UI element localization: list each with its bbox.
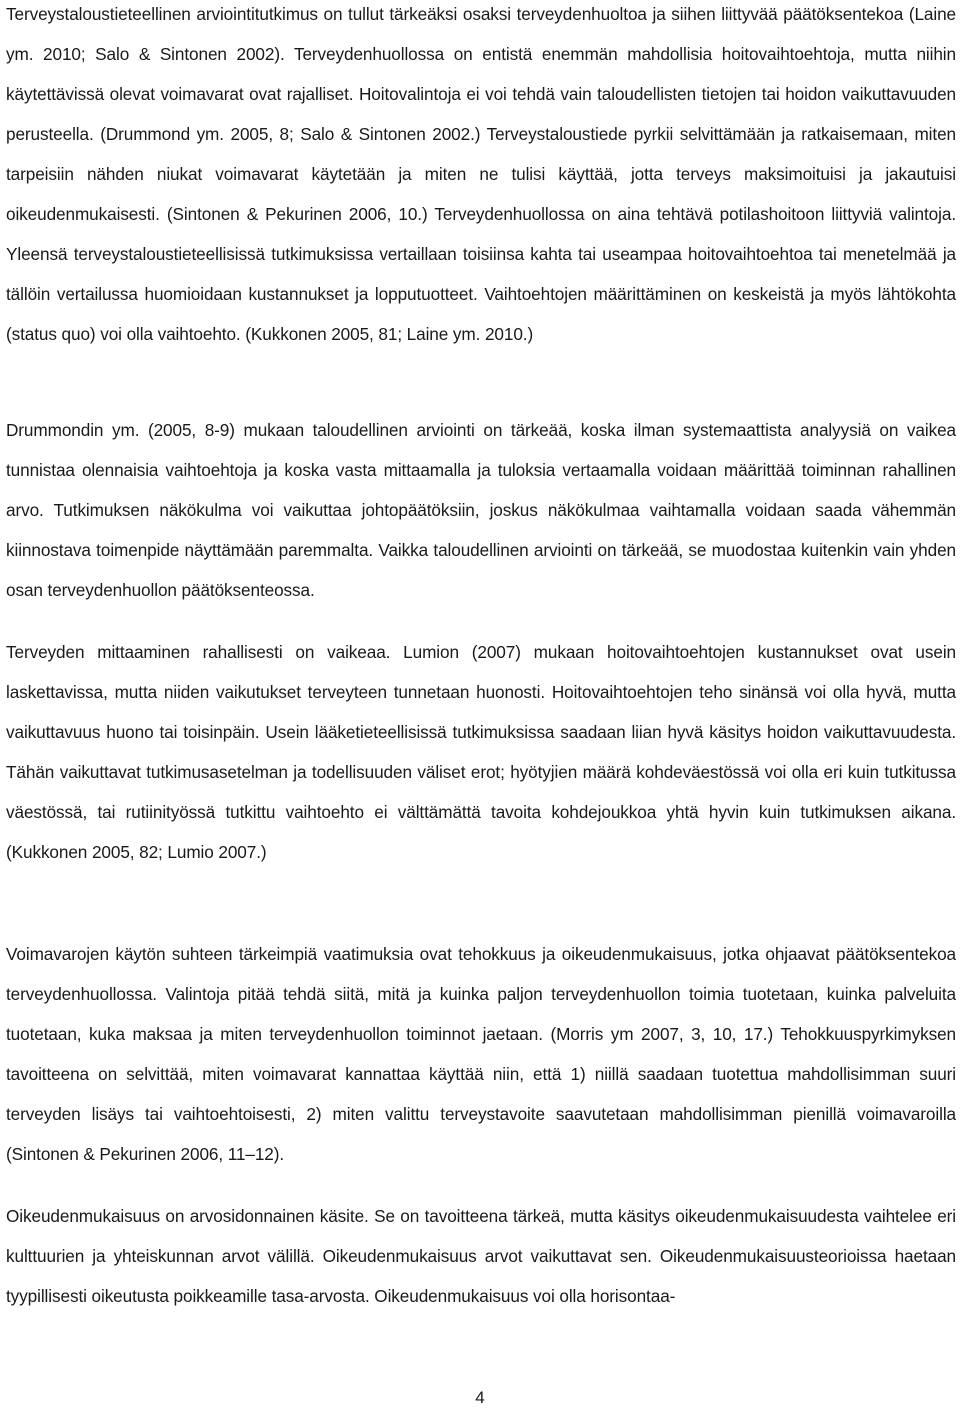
paragraph-measuring-health: Terveyden mittaaminen rahallisesti on vaikeaa. Lumion (2007) mukaan hoitovaihtoehtojen kustannukset ovat usein laskettavissa, mutta niiden vaikutukset terveyteen tunnetaan huonosti. Hoitovaihtoehtojen teho sinänsä voi olla hyvä, mutta vaikuttavuus huono tai toisinpäin. Usein lääketieteellisissä tutkimuksissa saadaan liian hyvä käsitys hoidon vaikuttavuudesta. Tähän vaikuttavat tutkimusasetelman ja todellisuuden väliset erot; hyötyjien määrä kohdeväestössä voi olla eri kuin tutkitussa väestössä, tai rutiinityössä tutkittu vaihtoehto ei välttämättä tavoita kohdejoukkoa yhtä hyvin kuin tutkimuksen aikana. (Kukkonen 2005, 82; Lumio 2007.) [6,642,956,862]
paragraph-equity-concept: Oikeudenmukaisuus on arvosidonnainen käsite. Se on tavoitteena tärkeä, mutta käsitys oikeudenmukaisuudesta vaihtelee eri kulttuurien ja yhteiskunnan arvot välillä. Oikeudenmukaisuus arvot vaikuttavat sen. Oikeudenmukaisuusteorioissa haetaan tyypillisesti oikeutusta poikkeamille tasa-arvosta. Oikeudenmukaisuus voi olla horisontaa- [6,1206,956,1306]
paragraph-drummond-economic-evaluation: Drummondin ym. (2005, 8-9) mukaan taloudellinen arviointi on tärkeää, koska ilman systemaattista analyysiä on vaikea tunnistaa olennaisia vaihtoehtoja ja koska vasta mittaamalla ja tuloksia vertaamalla voidaan määrittää toiminnan rahallinen arvo. Tutkimuksen näkökulma voi vaikuttaa johtopäätöksiin, joskus näkökulmaa vaihtamalla voidaan saada vähemmän kiinnostava toimenpide näyttämään paremmalta. Vaikka taloudellinen arviointi on tärkeää, se muodostaa kuitenkin vain yhden osan terveydenhuollon päätöksenteossa. [6,420,956,600]
page-number: 4 [475,1388,485,1407]
paragraph-health-economics-evaluation: Terveystaloustieteellinen arviointitutkimus on tullut tärkeäksi osaksi terveydenhuoltoa ja siihen liittyvää päätöksentekoa (Laine ym. 2010; Salo & Sintonen 2002). Terveydenhuollossa on entistä enemmän mahdollisia hoitovaihtoehtoja, mutta niihin käytettävissä olevat voimavarat ovat rajalliset. Hoitovalintoja ei voi tehdä vain taloudellisten tietojen tai hoidon vaikuttavuuden perusteella. (Drummond ym. 2005, 8; Salo & Sintonen 2002.) Terveystaloustiede pyrkii selvittämään ja ratkaisemaan, miten tarpeisiin nähden niukat voimavarat käytetään ja miten ne tulisi käyttää, jotta terveys maksimoituisi ja jakautuisi oikeudenmukaisesti. (Sintonen & Pekurinen 2006, 10.) Terveydenhuollossa on aina tehtävä potilashoitoon liittyviä valintoja. Yleensä terveystaloustieteellisissä tutkimuksissa vertaillaan toisiinsa kahta tai useampaa hoitovaihtoehtoa tai menetelmää ja tällöin vertailussa huomioidaan kustannukset ja lopputuotteet. Vaihtoehtojen määrittäminen on keskeistä ja myös lähtökohta (status quo) voi olla vaihtoehto. (Kukkonen 2005, 81; Laine ym. 2010.) [6,4,956,344]
paragraph-efficiency-and-equity: Voimavarojen käytön suhteen tärkeimpiä vaatimuksia ovat tehokkuus ja oikeudenmukaisuus, jotka ohjaavat päätöksentekoa terveydenhuollossa. Valintoja pitää tehdä siitä, mitä ja kuinka paljon terveydenhuollon toimia tuotetaan, kuinka palveluita tuotetaan, kuka maksaa ja miten terveydenhuollon toiminnot jaetaan. (Morris ym 2007, 3, 10, 17.) Tehokkuuspyrkimyksen tavoitteena on selvittää, miten voimavarat kannattaa käyttää niin, että 1) niillä saadaan tuotettua mahdollisimman suuri terveyden lisäys tai vaihtoehtoisesti, 2) miten valittu terveystavoite saavutetaan mahdollisimman pienillä voimavaroilla (Sintonen & Pekurinen 2006, 11–12). [6,944,956,1164]
